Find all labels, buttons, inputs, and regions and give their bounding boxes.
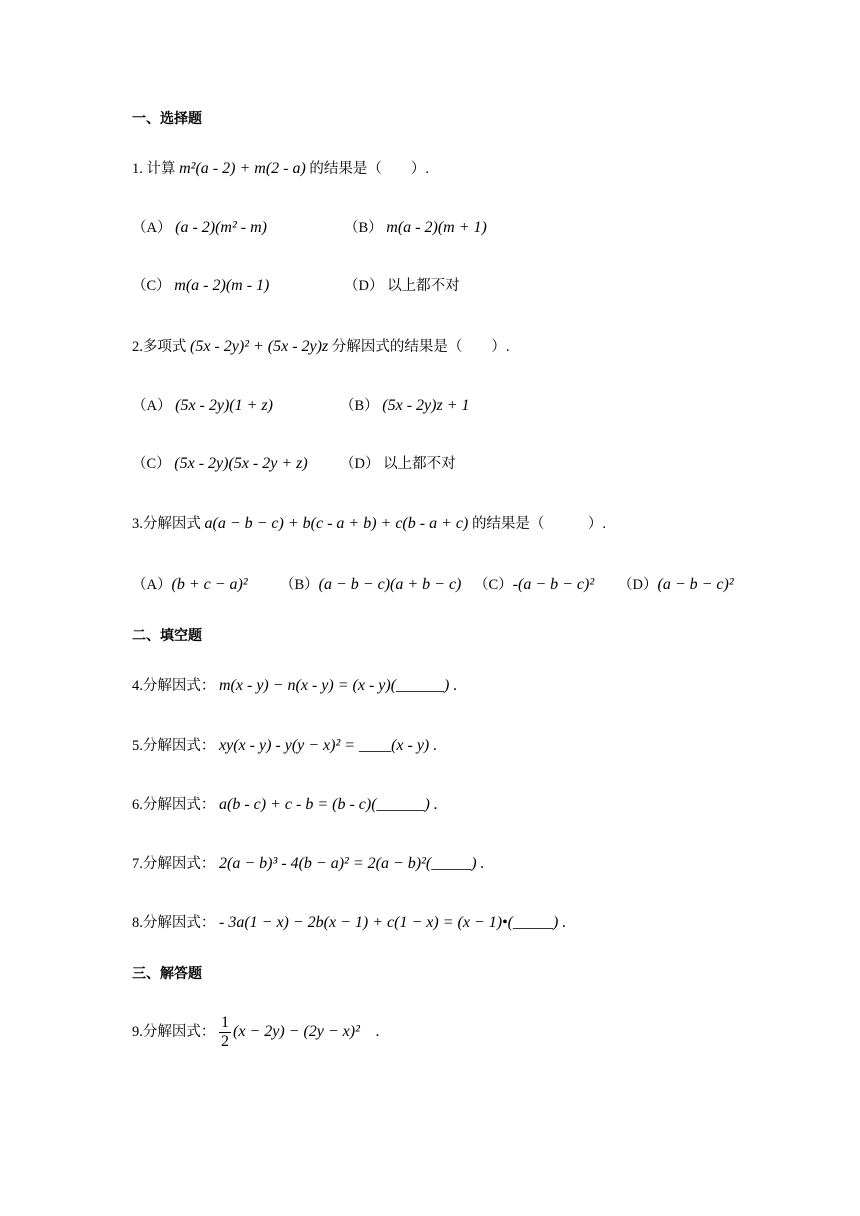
option-expression: (5x - 2y)z + 1 (382, 397, 470, 414)
option-label: （D） (618, 577, 658, 593)
option-expression: m(a - 2)(m + 1) (386, 219, 487, 236)
question-3-option-b (280, 574, 461, 596)
option-expression: (5x - 2y)(1 + z) (175, 397, 273, 414)
question-2-prefix: 2.多项式 (132, 339, 187, 355)
option-label: （C） (474, 577, 513, 593)
option-expression: (a − b − c)² (657, 576, 734, 593)
fraction-numerator: 1 (221, 1014, 229, 1032)
question-3 (132, 513, 606, 535)
question-1-option-c (132, 275, 269, 297)
question-1-expression: m²(a - 2) + m(2 - a) (179, 160, 306, 177)
fraction-denominator: 2 (221, 1033, 229, 1051)
section-heading-multiple-choice: 一、选择题 (132, 111, 202, 127)
question-1-option-b (344, 217, 487, 239)
question-1-option-d (344, 275, 460, 297)
question-3-prefix: 3.分解因式 (132, 516, 201, 532)
question-1-suffix: 的结果是（ ）. (309, 161, 430, 177)
option-text: 以上都不对 (387, 278, 460, 294)
question-3-option-c (474, 574, 594, 596)
option-label: （C） (132, 278, 171, 294)
option-expression: (a − b − c)(a + b − c) (318, 576, 462, 593)
option-label: （A） (132, 398, 172, 414)
question-2-option-b (340, 395, 470, 417)
question-4-prefix: 4.分解因式： (132, 678, 216, 694)
question-9-expression: (x − 2y) − (2y − x)² . (233, 1023, 380, 1040)
question-1-prefix: 1. 计算 (132, 161, 176, 177)
option-expression: -(a − b − c)² (512, 576, 595, 593)
question-1 (132, 158, 429, 180)
question-4 (132, 675, 457, 697)
question-8 (132, 912, 566, 934)
question-6-expression: a(b - c) + c - b = (b - c)(______) . (219, 796, 438, 813)
question-3-option-d (618, 574, 734, 596)
question-2-option-c (132, 453, 308, 475)
question-5-expression: xy(x - y) - y(y − x)² = ____(x - y) . (219, 737, 438, 754)
option-expression: (b + c − a)² (171, 576, 248, 593)
section-heading-solve: 三、解答题 (132, 966, 202, 982)
question-2-option-d (340, 453, 456, 475)
question-7 (132, 853, 485, 875)
question-5 (132, 735, 437, 757)
question-3-suffix: 的结果是（ ）. (471, 516, 607, 532)
option-label: （A） (132, 220, 172, 236)
question-5-prefix: 5.分解因式： (132, 738, 216, 754)
question-2-expression: (5x - 2y)² + (5x - 2y)z (190, 338, 329, 355)
question-2 (132, 336, 509, 358)
option-label: （A） (132, 577, 172, 593)
option-expression: (5x - 2y)(5x - 2y + z) (174, 455, 308, 472)
question-1-option-a (132, 217, 267, 239)
question-6 (132, 794, 438, 816)
fraction-one-half (219, 1014, 231, 1051)
question-7-prefix: 7.分解因式： (132, 856, 216, 872)
option-label: （C） (132, 456, 171, 472)
question-8-prefix: 8.分解因式： (132, 915, 216, 931)
option-label: （B） (280, 577, 319, 593)
option-expression: m(a - 2)(m - 1) (174, 277, 270, 294)
question-9 (132, 1012, 380, 1052)
option-label: （D） (340, 456, 380, 472)
question-3-expression: a(a − b − c) + b(c - a + b) + c(b - a + c) (204, 515, 469, 532)
option-label: （B） (340, 398, 379, 414)
question-7-expression: 2(a − b)³ - 4(b − a)² = 2(a − b)²(_____) . (219, 855, 485, 872)
option-expression: (a - 2)(m² - m) (175, 219, 267, 236)
question-2-suffix: 分解因式的结果是（ ）. (331, 339, 510, 355)
question-6-prefix: 6.分解因式： (132, 797, 216, 813)
section-heading-fill-in: 二、填空题 (132, 628, 202, 644)
question-3-option-a (132, 574, 248, 596)
option-label: （D） (344, 278, 384, 294)
question-2-option-a (132, 395, 273, 417)
question-8-expression: - 3a(1 − x) − 2b(x − 1) + c(1 − x) = (x − 1)•(_____) . (219, 914, 567, 931)
question-9-prefix: 9.分解因式： (132, 1024, 216, 1040)
option-label: （B） (344, 220, 383, 236)
option-text: 以上都不对 (383, 456, 456, 472)
question-4-expression: m(x - y) − n(x - y) = (x - y)(______) . (219, 677, 458, 694)
